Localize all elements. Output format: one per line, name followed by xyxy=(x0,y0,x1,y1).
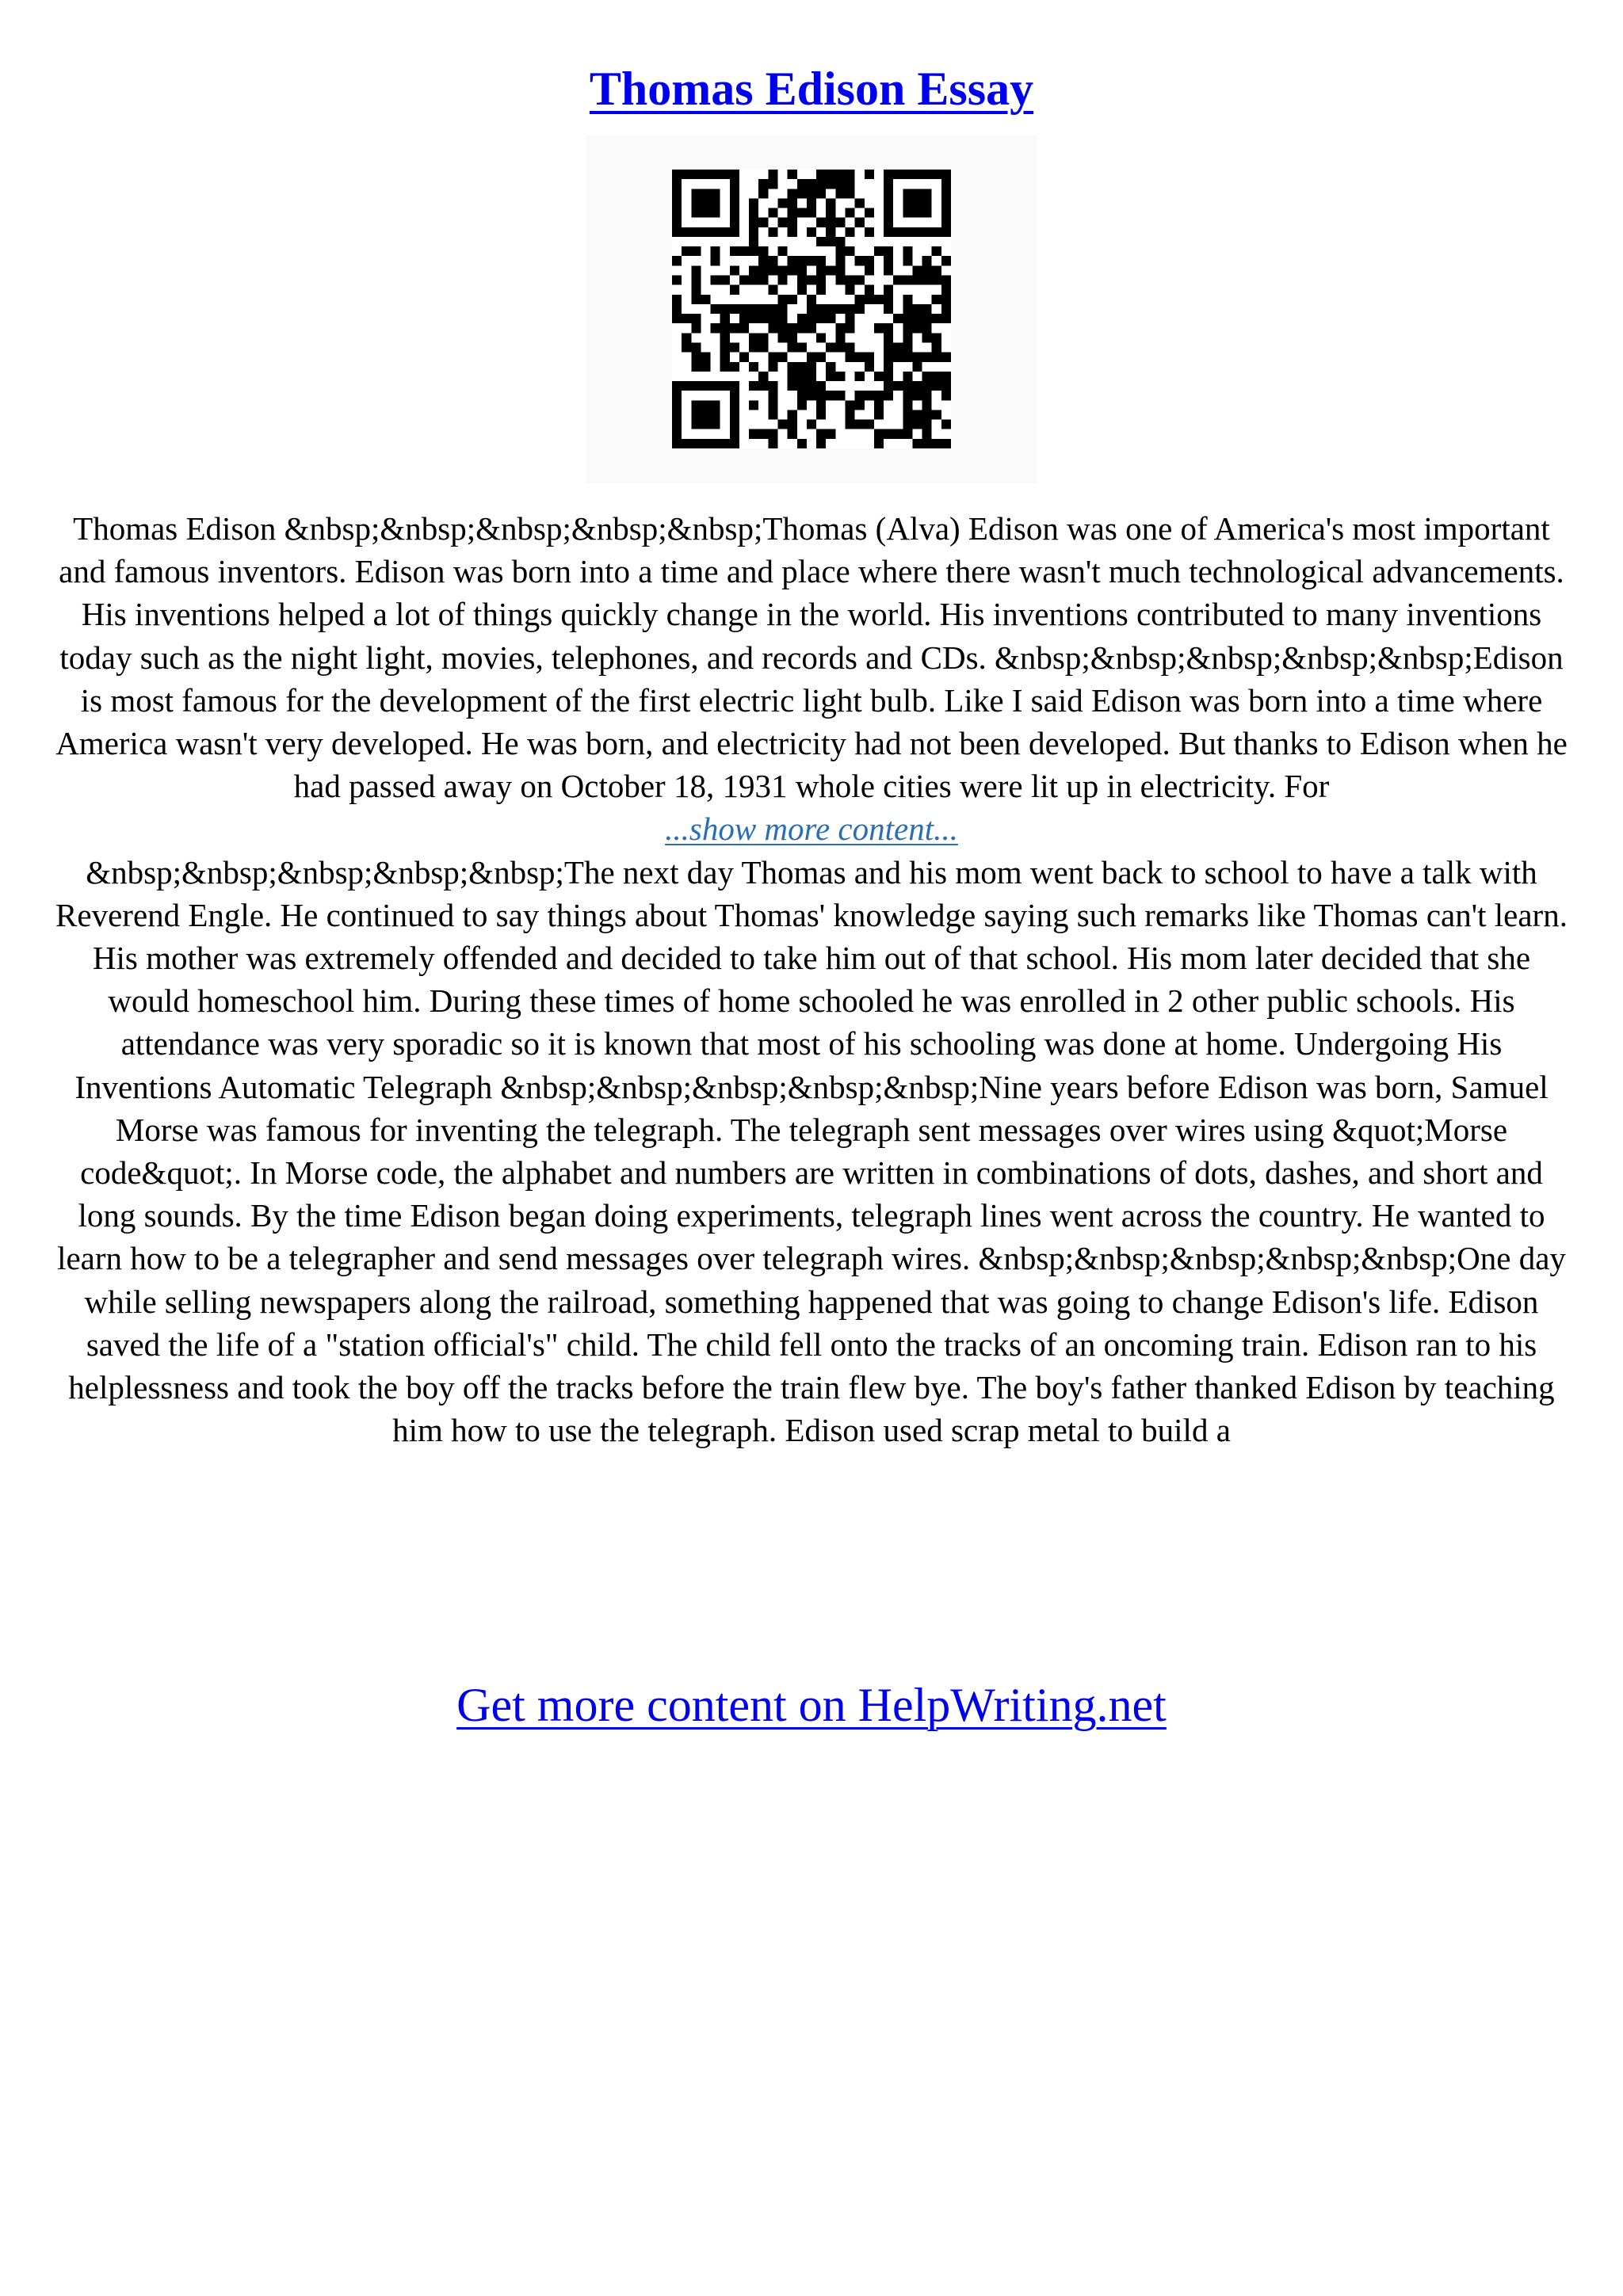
essay-body xyxy=(55,507,1568,1451)
qr-code-container xyxy=(586,135,1037,483)
page-title xyxy=(0,57,1623,120)
title-link[interactable]: Thomas Edison Essay xyxy=(589,63,1034,115)
qr-code-icon xyxy=(672,170,951,448)
get-more-content-link[interactable]: Get more content on HelpWriting.net xyxy=(456,1679,1167,1731)
essay-paragraph-1: Thomas Edison &nbsp;&nbsp;&nbsp;&nbsp;&nbsp;Thomas (Alva) Edison was one of America's most important and famous inventors. Edison was born into a time and place where there wasn't much technological advancements. His inventions helped a lot of things quickly change in the world. His inventions contributed to many inventions today such as the night light, movies, telephones, and records and CDs. &nbsp;&nbsp;&nbsp;&nbsp;&nbsp;Edison is most famous for the development of the first electric light bulb. Like I said Edison was born into a time where America wasn't very developed. He was born, and electricity had not been developed. But thanks to Edison when he had passed away on October 18, 1931 whole cities were lit up in electricity. For xyxy=(55,510,1568,805)
show-more-link[interactable]: ...show more content... xyxy=(665,810,958,848)
footer-cta xyxy=(0,1673,1623,1737)
essay-paragraph-2: &nbsp;&nbsp;&nbsp;&nbsp;&nbsp;The next day Thomas and his mom went back to school to have a talk with Reverend Engle. He continued to say things about Thomas' knowledge saying such remarks like Thomas can't learn. His mother was extremely offended and decided to take him out of that school. His mom later decided that she would homeschool him. During these times of home schooled he was enrolled in 2 other public schools. His attendance was very sporadic so it is known that most of his schooling was done at home. Undergoing His Inventions Automatic Telegraph &nbsp;&nbsp;&nbsp;&nbsp;&nbsp;Nine years before Edison was born, Samuel Morse was famous for inventing the telegraph. The telegraph sent messages over wires using &quot;Morse code&quot;. In Morse code, the alphabet and numbers are written in combinations of dots, dashes, and short and long sounds. By the time Edison began doing experiments, telegraph lines went across the country. He wanted to learn how to be a telegrapher and send messages over telegraph wires. &nbsp;&nbsp;&nbsp;&nbsp;&nbsp;One day while selling newspapers along the railroad, something happened that was going to change Edison's life. Edison saved the life of a "station official's" child. The child fell onto the tracks of an oncoming train. Edison ran to his helplessness and took the boy off the tracks before the train flew bye. The boy's father thanked Edison by teaching him how to use the telegraph. Edison used scrap metal to build a xyxy=(55,853,1568,1449)
